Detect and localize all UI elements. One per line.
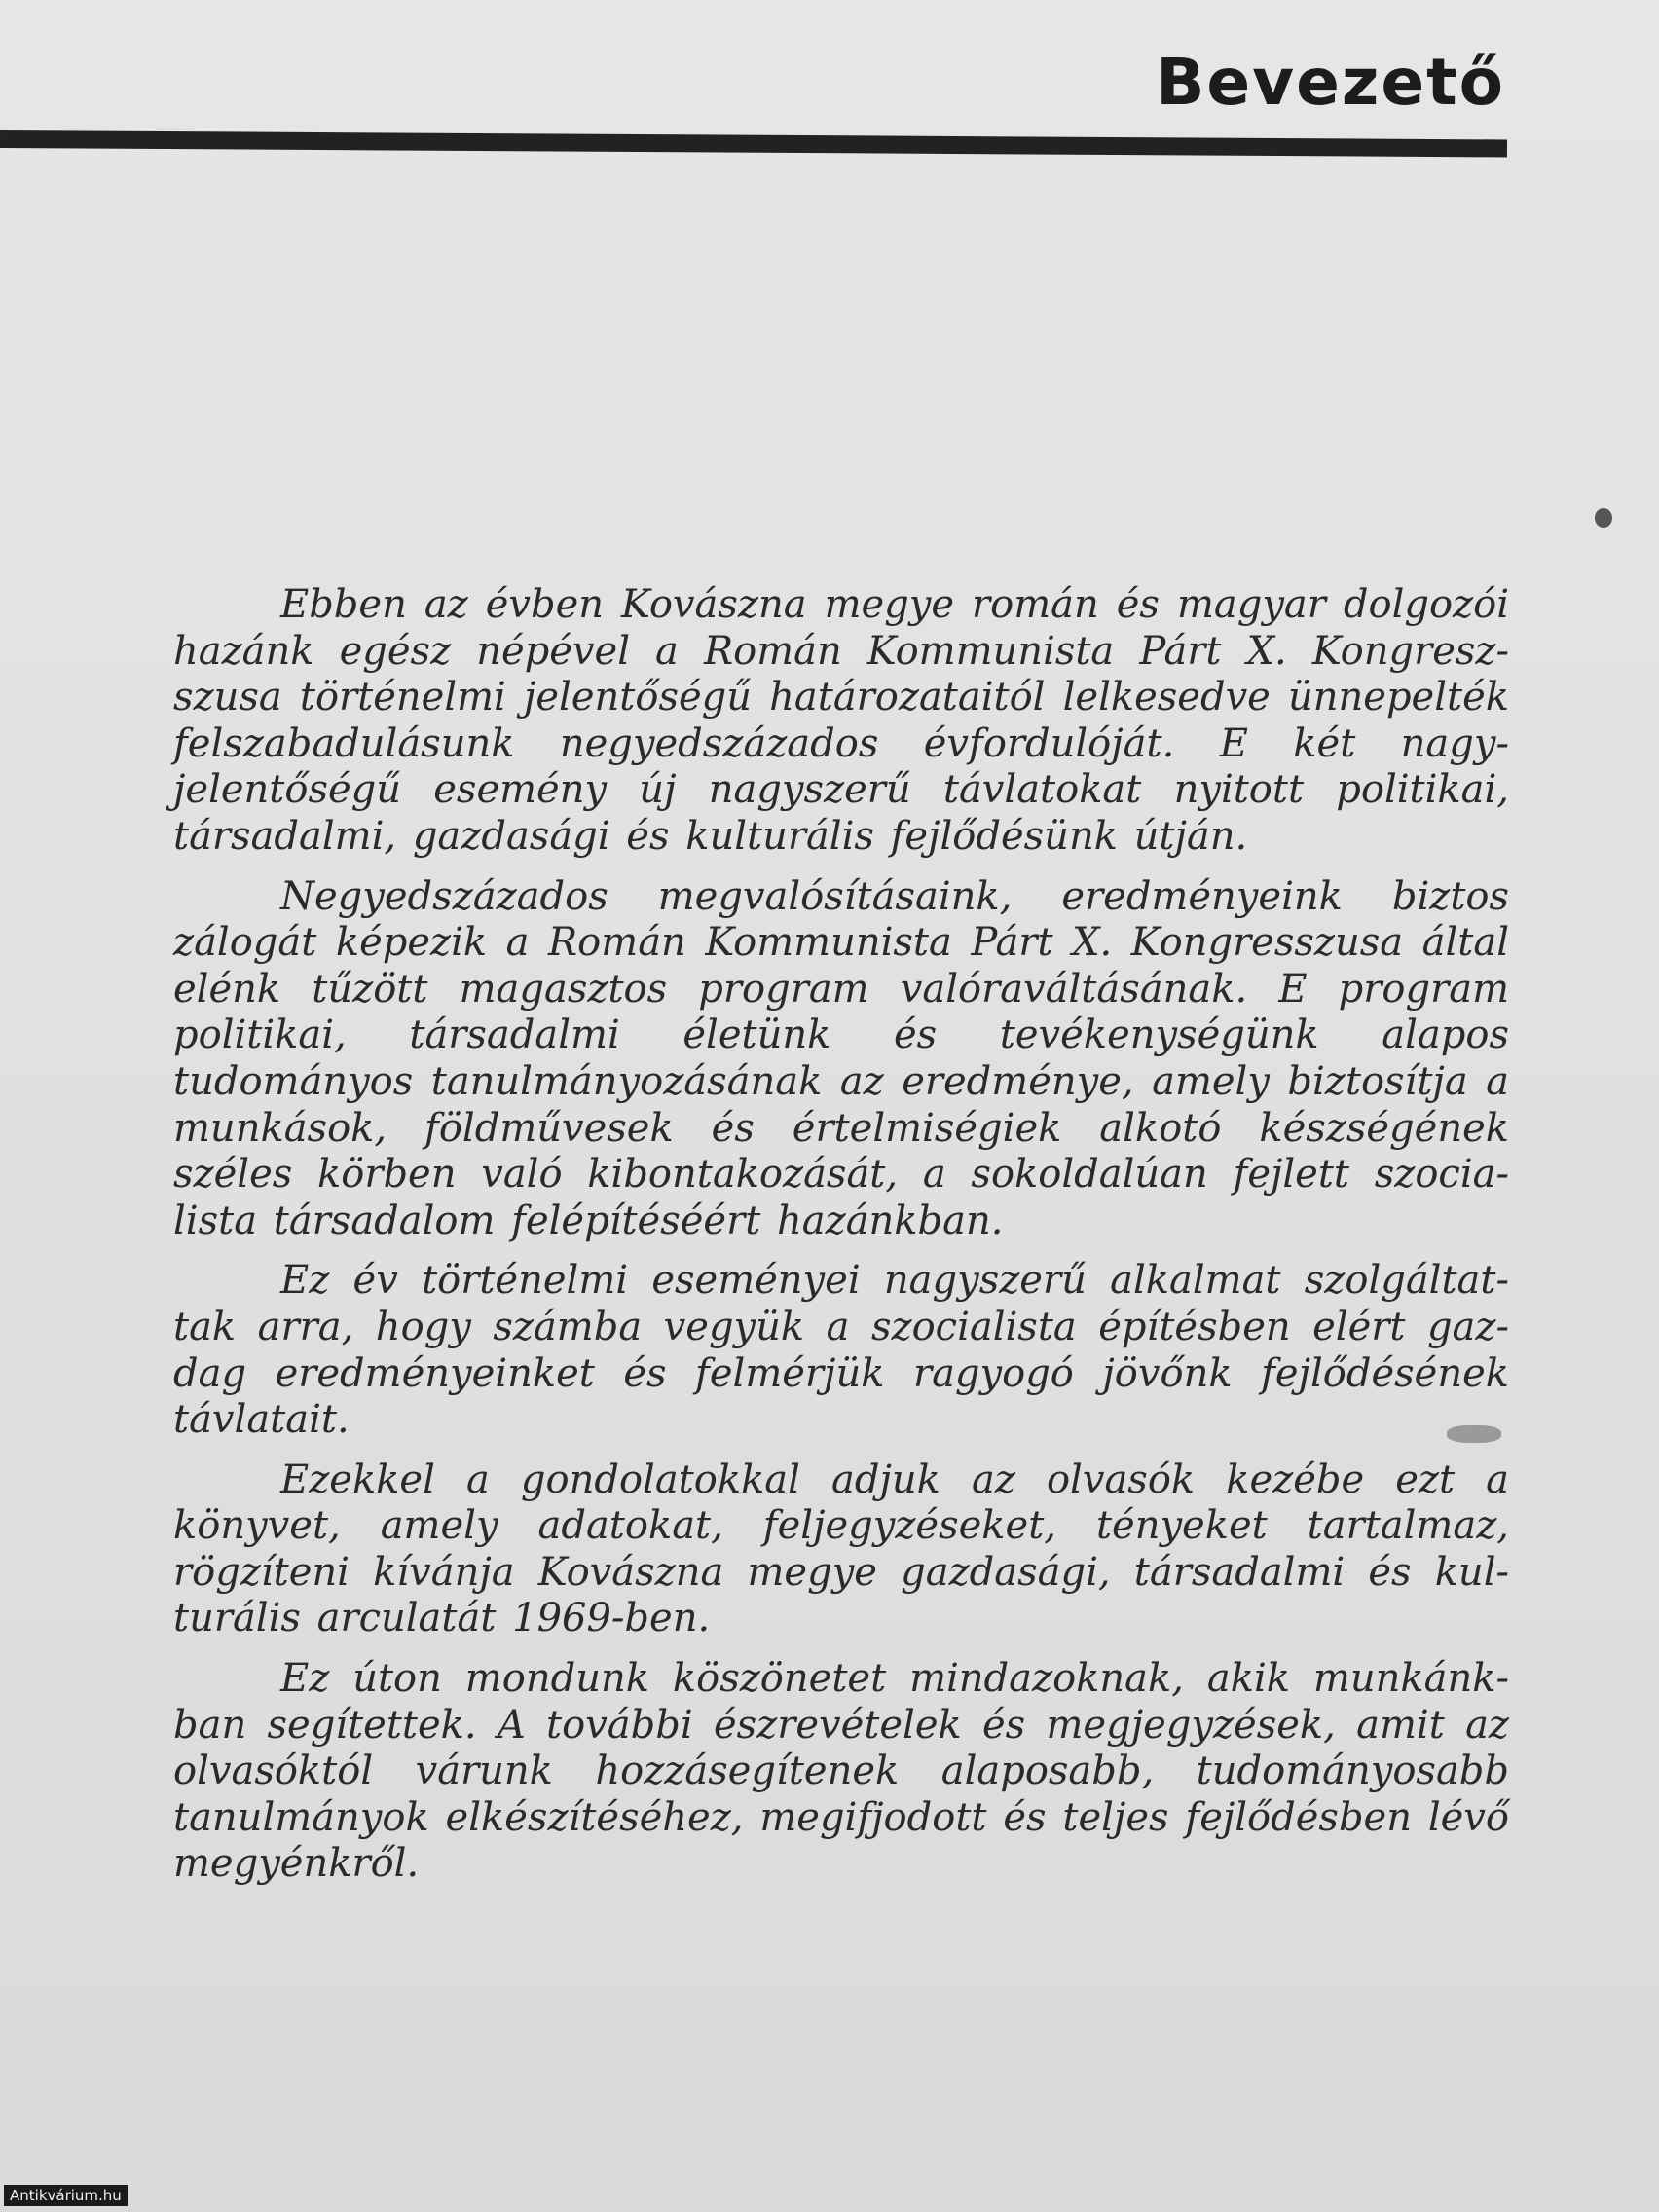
paragraph-5: Ez úton mondunk köszönetet mindazoknak, akik munkánkban segítettek. A további észrevételek és megjegyzések, amit az olvasóktól várunk hozzásegítenek alaposabb, tudományosabb tanulmányok elkészítéséhez, megifjodott és teljes fejlődésben lévő megyénkről. [173,1656,1509,1887]
paragraph-2: Negyedszázados megvalósításaink, eredményeink biztos zálogát képezik a Román Kommunista Párt X. Kongresszusa által elénk tűzött magasztos program valóraváltásának. E program politikai, társadalmi életünk és tevékenységünk alapos tudományos tanulmányozásának az eredménye, amely biztosítja a munkások, földművesek és értelmiségiek alkotó készségének széles körben való kibontakozását, a sokoldalúan fejlett szocialista társadalom felépítéséért hazánkban. [173,873,1509,1243]
title-rule [0,130,1507,157]
watermark: Antikvárium.hu [4,2185,128,2206]
paragraph-4: Ezekkel a gondolatokkal adjuk az olvasók kezébe ezt a könyvet, amely adatokat, feljegyzéseket, tényeket tartalmaz, rögzíteni kívánja Kovászna megye gazdasági, társadalmi és kulturális arculatát 1969-ben. [173,1456,1509,1641]
body-text [173,582,1509,1901]
dust-speck [1447,1425,1501,1443]
paragraph-3: Ez év történelmi eseményei nagyszerű alkalmat szolgáltattak arra, hogy számba vegyük a szocialista építésben elért gazdag eredményeinket és felmérjük ragyogó jövőnk fejlődésének távlatait. [173,1258,1509,1443]
paragraph-1: Ebben az évben Kovászna megye román és magyar dolgozói hazánk egész népével a Román Kommunista Párt X. Kongreszszusa történelmi jelentőségű határozataitól lelkesedve ünnepelték felszabadulásunk negyedszázados évfordulóját. E két nagyjelentőségű esemény új nagyszerű távlatokat nyitott politikai, társadalmi, gazdasági és kulturális fejlődésünk útján. [173,582,1509,859]
page-title: Bevezető [1156,45,1505,120]
dust-spot [1595,508,1612,528]
